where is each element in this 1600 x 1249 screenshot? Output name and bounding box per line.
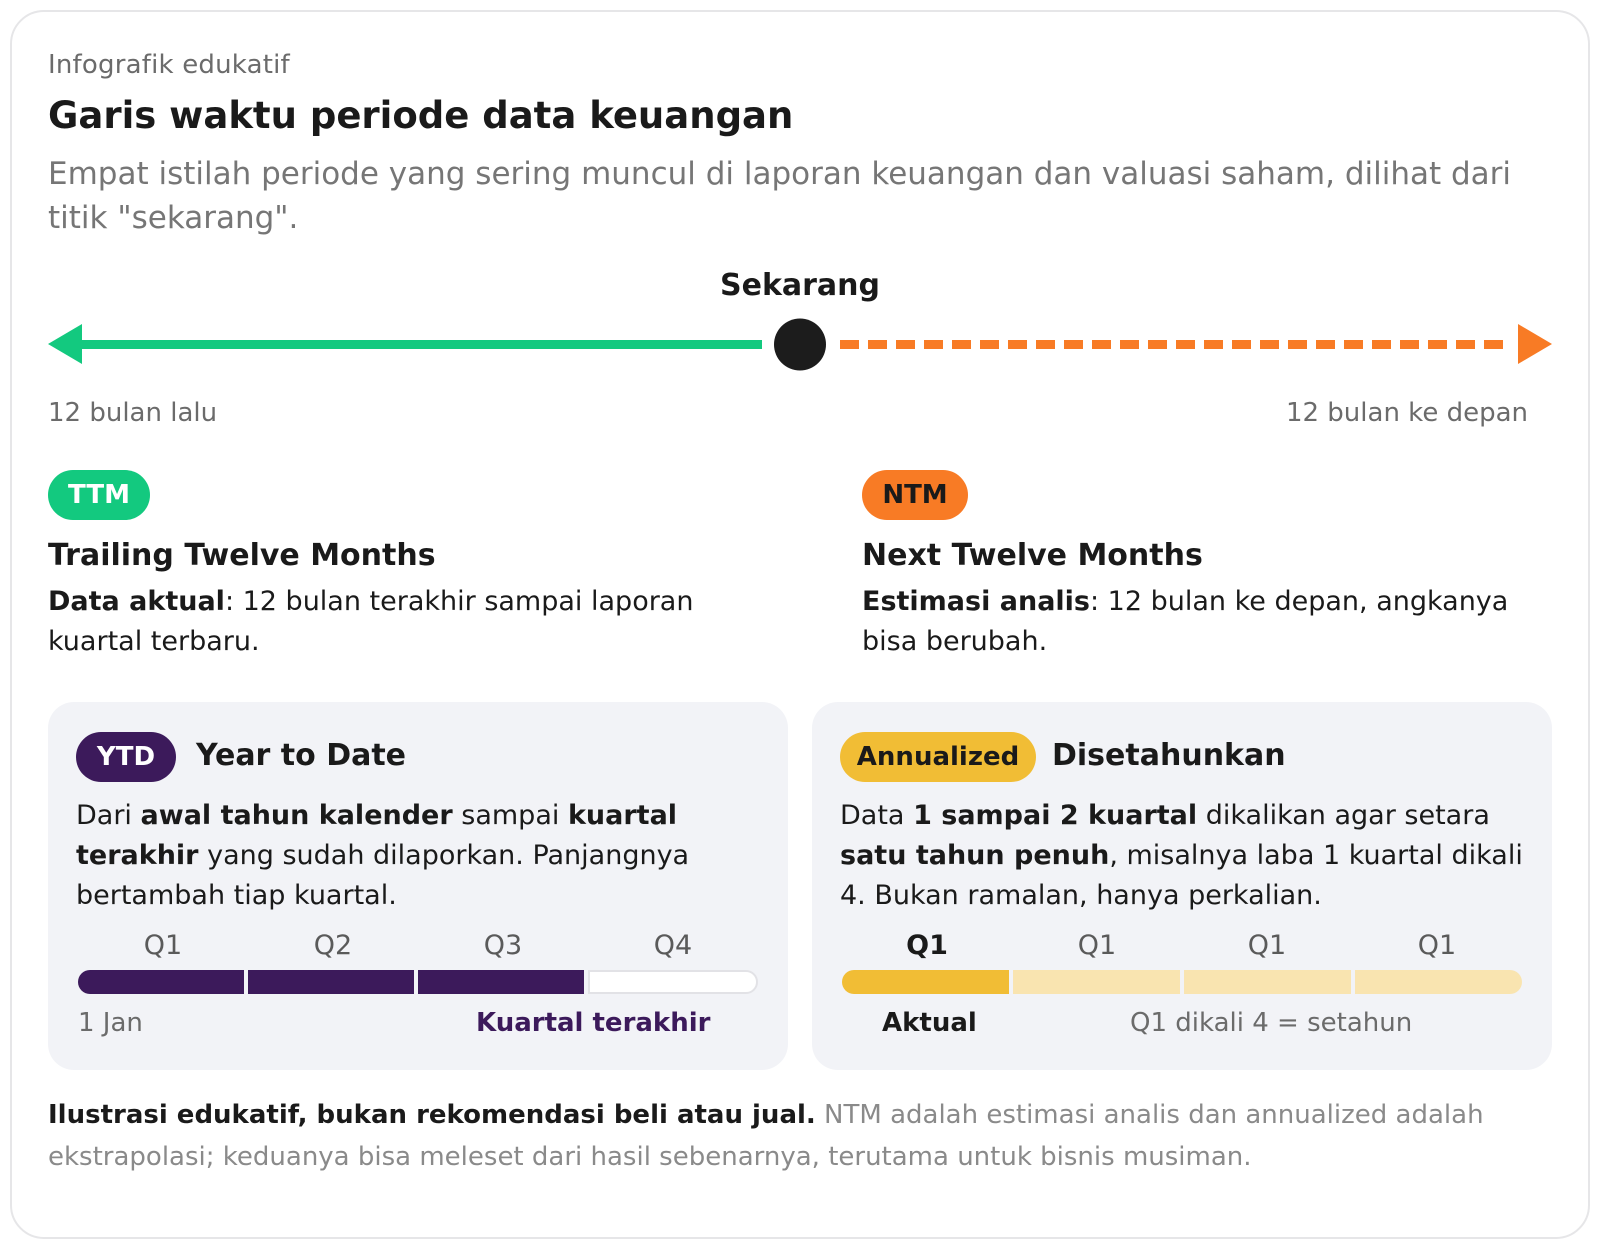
ytd-end-caption: Kuartal terakhir: [476, 1008, 711, 1038]
ytd-description: Dari awal tahun kalender sampai kuartal terakhir yang sudah dilaporkan. Panjangnya bertambah tiap kuartal.: [76, 800, 690, 911]
timeline-diagram: [0, 310, 1600, 380]
quarter-segment-extrapolated: [1184, 970, 1351, 994]
quarter-label: Q2: [313, 930, 353, 961]
quarter-label: Q1: [1247, 930, 1287, 961]
quarter-segment: [418, 970, 584, 994]
quarter-segment-extrapolated: [1355, 970, 1522, 994]
future-range-label: 12 bulan ke depan: [1285, 398, 1528, 428]
page-title: Garis waktu periode data keuangan: [48, 94, 794, 137]
eyebrow-label: Infografik edukatif: [48, 50, 290, 80]
quarter-label: Q1: [906, 930, 948, 961]
annualized-quarter-labels: [842, 930, 1522, 960]
quarter-label: Q4: [653, 930, 693, 961]
ntm-badge: NTM: [862, 470, 968, 520]
ytd-title: Year to Date: [196, 738, 407, 773]
quarter-segment: [78, 970, 244, 994]
quarter-label: Q1: [143, 930, 183, 961]
annualized-title: Disetahunkan: [1052, 738, 1286, 773]
ytd-quarter-labels: [78, 930, 758, 960]
ytd-quarter-bar: [78, 970, 758, 994]
ytd-start-caption: 1 Jan: [78, 1008, 143, 1038]
now-label: Sekarang: [719, 268, 881, 303]
annualized-extrapolated-caption: Q1 dikali 4 = setahun: [1130, 1008, 1413, 1038]
ytd-panel: [48, 702, 788, 1070]
quarter-segment: [248, 970, 414, 994]
quarter-segment-extrapolated: [1013, 970, 1180, 994]
quarter-segment: [588, 970, 758, 994]
annualized-actual-caption: Aktual: [882, 1008, 977, 1038]
annualized-panel: [812, 702, 1552, 1070]
annualized-description: Data 1 sampai 2 kuartal dikalikan agar setara satu tahun penuh, misalnya laba 1 kuartal dikali 4. Bukan ramalan, hanya perkalian.: [840, 800, 1523, 911]
page-subtitle: Empat istilah periode yang sering muncul di laporan keuangan dan valuasi saham, dilihat dari titik "sekarang".: [48, 156, 1512, 236]
ntm-title: Next Twelve Months: [862, 538, 1203, 573]
ytd-badge: YTD: [76, 732, 176, 782]
ntm-description: Estimasi analis: 12 bulan ke depan, angkanya bisa berubah.: [862, 586, 1509, 657]
quarter-label: Q3: [483, 930, 523, 961]
annualized-quarter-bar: [842, 970, 1522, 994]
ttm-title: Trailing Twelve Months: [48, 538, 436, 573]
quarter-segment-actual: [842, 970, 1009, 994]
ttm-description: Data aktual: 12 bulan terakhir sampai laporan kuartal terbaru.: [48, 586, 694, 657]
past-range-label: 12 bulan lalu: [48, 398, 218, 428]
annualized-badge: Annualized: [840, 732, 1036, 782]
past-period-line: [76, 340, 762, 349]
future-arrowhead-icon: [1518, 324, 1552, 364]
disclaimer-footer: Ilustrasi edukatif, bukan rekomendasi beli atau jual. NTM adalah estimasi analis dan annualized adalah ekstrapolasi; keduanya bisa meleset dari hasil sebenarnya, terutama untuk bisnis musiman.: [48, 1100, 1484, 1172]
quarter-label: Q1: [1417, 930, 1457, 961]
now-dot: [774, 319, 826, 371]
ttm-badge: TTM: [48, 470, 150, 520]
quarter-label: Q1: [1077, 930, 1117, 961]
